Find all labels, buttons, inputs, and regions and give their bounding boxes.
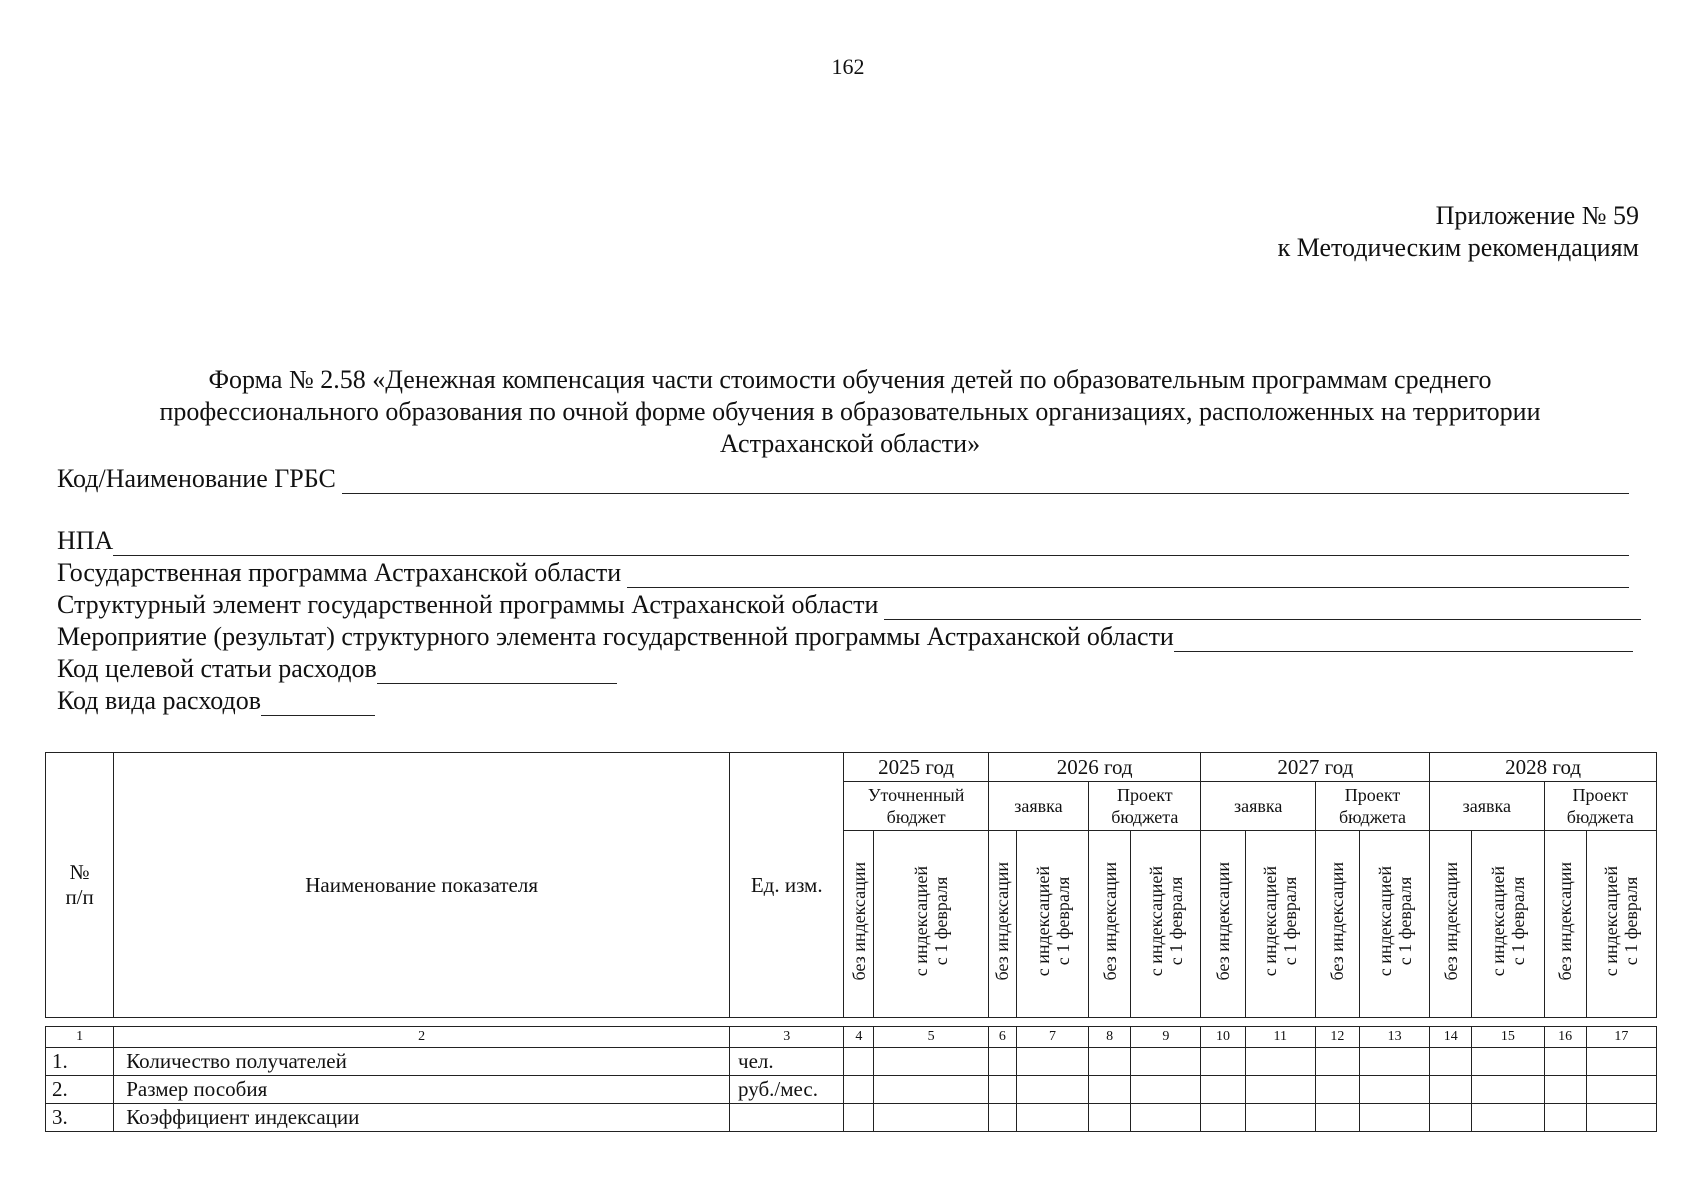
grbs-field[interactable] [57, 462, 1629, 494]
column-number: 6 [988, 1027, 1016, 1048]
column-number: 10 [1201, 1027, 1245, 1048]
header-with-indexation-label [1488, 866, 1528, 976]
row-indicator-name: Коэффициент индексации [114, 1104, 730, 1132]
header-with-indexation-line-1: с индексацией [1487, 866, 1508, 977]
expense-code-label: Код вида расходов [57, 686, 261, 715]
header-without-indexation [844, 831, 874, 1018]
header-with-indexation-line-2: с 1 февраля [1280, 877, 1301, 966]
column-number: 12 [1315, 1027, 1359, 1048]
header-2025-refined-budget: Уточненный бюджет [844, 782, 988, 831]
header-without-indexation-label: без индексации [1555, 862, 1576, 981]
header-with-indexation [1016, 831, 1088, 1018]
gos-program-input-line[interactable] [627, 563, 1629, 588]
expense-code-input-line[interactable] [261, 691, 375, 716]
appendix-line-2: к Методическим рекомендациям [1277, 233, 1639, 262]
column-number: 8 [1089, 1027, 1131, 1048]
header-indicator-name: Наименование показателя [114, 753, 730, 1018]
appendix-reference [1278, 200, 1639, 264]
column-number: 9 [1131, 1027, 1201, 1048]
target-code-input-line[interactable] [377, 659, 617, 684]
row-number: 2. [46, 1076, 114, 1104]
column-number: 13 [1359, 1027, 1429, 1048]
value-cell[interactable] [1131, 1104, 1201, 1132]
table-row [46, 1048, 1657, 1076]
event-label: Мероприятие (результат) структурного элемента государственной программы Астраханской области [57, 622, 1174, 651]
value-cell[interactable] [988, 1104, 1016, 1132]
value-cell[interactable] [1544, 1076, 1586, 1104]
value-cell[interactable] [1586, 1076, 1656, 1104]
row-unit: чел. [730, 1048, 844, 1076]
value-cell[interactable] [1089, 1048, 1131, 1076]
table-row [46, 1076, 1657, 1104]
value-cell[interactable] [1430, 1048, 1472, 1076]
header-year-2028: 2028 год [1430, 753, 1657, 782]
header-with-indexation-label [1601, 866, 1641, 976]
header-without-indexation [1089, 831, 1131, 1018]
gos-program-field[interactable] [57, 556, 1629, 588]
header-with-indexation-line-2: с 1 февраля [931, 877, 952, 966]
header-with-indexation-line-2: с 1 февраля [1507, 877, 1528, 966]
value-cell[interactable] [1359, 1104, 1429, 1132]
header-2026-request: заявка [988, 782, 1088, 831]
header-year-2026: 2026 год [988, 753, 1201, 782]
header-without-indexation-label: без индексации [1327, 862, 1348, 981]
header-with-indexation [1359, 831, 1429, 1018]
value-cell[interactable] [874, 1104, 988, 1132]
header-with-indexation-label [911, 866, 951, 976]
header-with-indexation-line-1: с индексацией [1032, 866, 1053, 977]
column-number: 3 [730, 1027, 844, 1048]
value-cell[interactable] [1586, 1048, 1656, 1076]
column-number: 1 [46, 1027, 114, 1048]
header-2026-draft-budget: Проект бюджета [1089, 782, 1201, 831]
header-with-indexation-line-1: с индексацией [1145, 866, 1166, 977]
value-cell[interactable] [874, 1076, 988, 1104]
struct-element-label: Структурный элемент государственной программы Астраханской области [57, 590, 879, 619]
value-cell[interactable] [988, 1076, 1016, 1104]
form-title-line-3: Астраханской области» [719, 429, 981, 458]
value-cell[interactable] [1472, 1104, 1544, 1132]
header-gap [46, 1018, 1657, 1027]
row-number: 1. [46, 1048, 114, 1076]
gos-program-label: Государственная программа Астраханской области [57, 558, 622, 587]
value-cell[interactable] [1430, 1104, 1472, 1132]
row-indicator-name: Размер пособия [114, 1076, 730, 1104]
value-cell[interactable] [1430, 1076, 1472, 1104]
header-with-indexation-line-2: с 1 февраля [1165, 877, 1186, 966]
value-cell[interactable] [844, 1076, 874, 1104]
value-cell[interactable] [1201, 1048, 1245, 1076]
header-with-indexation-line-1: с индексацией [1601, 866, 1622, 977]
header-with-indexation-line-1: с индексацией [1374, 866, 1395, 977]
npa-field[interactable] [57, 524, 1629, 556]
column-numbers-row [46, 1027, 1657, 1048]
header-2028-draft-budget: Проект бюджета [1544, 782, 1656, 831]
column-number: 2 [114, 1027, 730, 1048]
value-cell[interactable] [1245, 1104, 1315, 1132]
value-cell[interactable] [1016, 1048, 1088, 1076]
header-without-indexation [1544, 831, 1586, 1018]
form-title [70, 364, 1630, 460]
row-number: 3. [46, 1104, 114, 1132]
indicators-table [45, 752, 1657, 1132]
header-with-indexation-label [1146, 866, 1186, 976]
table-row [46, 1104, 1657, 1132]
target-code-label: Код целевой статьи расходов [57, 654, 377, 683]
value-cell[interactable] [1131, 1048, 1201, 1076]
header-with-indexation-label [1375, 866, 1415, 976]
row-unit [730, 1104, 844, 1132]
value-cell[interactable] [1089, 1104, 1131, 1132]
header-with-indexation [874, 831, 988, 1018]
event-input-line[interactable] [1174, 627, 1633, 652]
value-cell[interactable] [1359, 1048, 1429, 1076]
value-cell[interactable] [1472, 1048, 1544, 1076]
struct-element-field[interactable] [57, 588, 1641, 620]
value-cell[interactable] [844, 1104, 874, 1132]
column-number: 14 [1430, 1027, 1472, 1048]
header-with-indexation-line-2: с 1 февраля [1621, 877, 1642, 966]
header-without-indexation [1315, 831, 1359, 1018]
value-cell[interactable] [1472, 1076, 1544, 1104]
header-year-2027: 2027 год [1201, 753, 1430, 782]
grbs-input-line[interactable] [342, 469, 1629, 494]
value-cell[interactable] [1544, 1048, 1586, 1076]
expense-code-field[interactable] [57, 684, 375, 716]
header-without-indexation [1201, 831, 1245, 1018]
value-cell[interactable] [874, 1048, 988, 1076]
column-number: 5 [874, 1027, 988, 1048]
event-field[interactable] [57, 620, 1633, 652]
value-cell[interactable] [1544, 1104, 1586, 1132]
value-cell[interactable] [1315, 1076, 1359, 1104]
header-2028-request: заявка [1430, 782, 1544, 831]
header-without-indexation-label: без индексации [1099, 862, 1120, 981]
header-with-indexation-line-2: с 1 февраля [1052, 877, 1073, 966]
header-without-indexation-label: без индексации [848, 862, 869, 981]
column-number: 16 [1544, 1027, 1586, 1048]
header-with-indexation [1586, 831, 1656, 1018]
header-unit: Ед. изм. [730, 753, 844, 1018]
header-with-indexation-line-1: с индексацией [1260, 866, 1281, 977]
header-with-indexation-line-1: с индексацией [911, 866, 932, 977]
target-code-field[interactable] [57, 652, 617, 684]
header-number: № п/п [46, 753, 114, 1018]
header-with-indexation-line-2: с 1 февраля [1394, 877, 1415, 966]
value-cell[interactable] [1586, 1104, 1656, 1132]
value-cell[interactable] [1315, 1048, 1359, 1076]
header-without-indexation-label: без индексации [1440, 862, 1461, 981]
value-cell[interactable] [1245, 1048, 1315, 1076]
header-with-indexation-label [1260, 866, 1300, 976]
npa-label: НПА [57, 526, 114, 555]
column-number: 11 [1245, 1027, 1315, 1048]
value-cell[interactable] [1359, 1076, 1429, 1104]
grbs-label: Код/Наименование ГРБС [57, 464, 336, 493]
header-without-indexation-label: без индексации [1213, 862, 1234, 981]
value-cell[interactable] [1016, 1104, 1088, 1132]
value-cell[interactable] [844, 1048, 874, 1076]
struct-element-input-line[interactable] [884, 595, 1641, 620]
header-2027-request: заявка [1201, 782, 1315, 831]
value-cell[interactable] [1245, 1076, 1315, 1104]
column-number: 15 [1472, 1027, 1544, 1048]
value-cell[interactable] [1315, 1104, 1359, 1132]
form-title-line-1: Форма № 2.58 «Денежная компенсация части стоимости обучения детей по образовательным программам среднего [208, 365, 1492, 394]
form-title-line-2: профессионального образования по очной форме обучения в образовательных организациях, расположенных на территории [159, 397, 1541, 426]
header-2027-draft-budget: Проект бюджета [1315, 782, 1429, 831]
header-with-indexation-label [1033, 866, 1073, 976]
header-year-2025: 2025 год [844, 753, 988, 782]
header-without-indexation [988, 831, 1016, 1018]
npa-input-line[interactable] [113, 531, 1629, 556]
column-number: 17 [1586, 1027, 1656, 1048]
appendix-line-1: Приложение № 59 [1435, 201, 1639, 230]
value-cell[interactable] [1201, 1104, 1245, 1132]
value-cell[interactable] [1131, 1076, 1201, 1104]
header-with-indexation [1472, 831, 1544, 1018]
value-cell[interactable] [1201, 1076, 1245, 1104]
header-with-indexation [1131, 831, 1201, 1018]
value-cell[interactable] [1089, 1076, 1131, 1104]
column-number: 4 [844, 1027, 874, 1048]
page-number: 162 [831, 54, 865, 79]
value-cell[interactable] [1016, 1076, 1088, 1104]
row-unit: руб./мес. [730, 1076, 844, 1104]
row-indicator-name: Количество получателей [114, 1048, 730, 1076]
value-cell[interactable] [988, 1048, 1016, 1076]
column-number: 7 [1016, 1027, 1088, 1048]
header-without-indexation-label: без индексации [992, 862, 1013, 981]
header-without-indexation [1430, 831, 1472, 1018]
header-with-indexation [1245, 831, 1315, 1018]
